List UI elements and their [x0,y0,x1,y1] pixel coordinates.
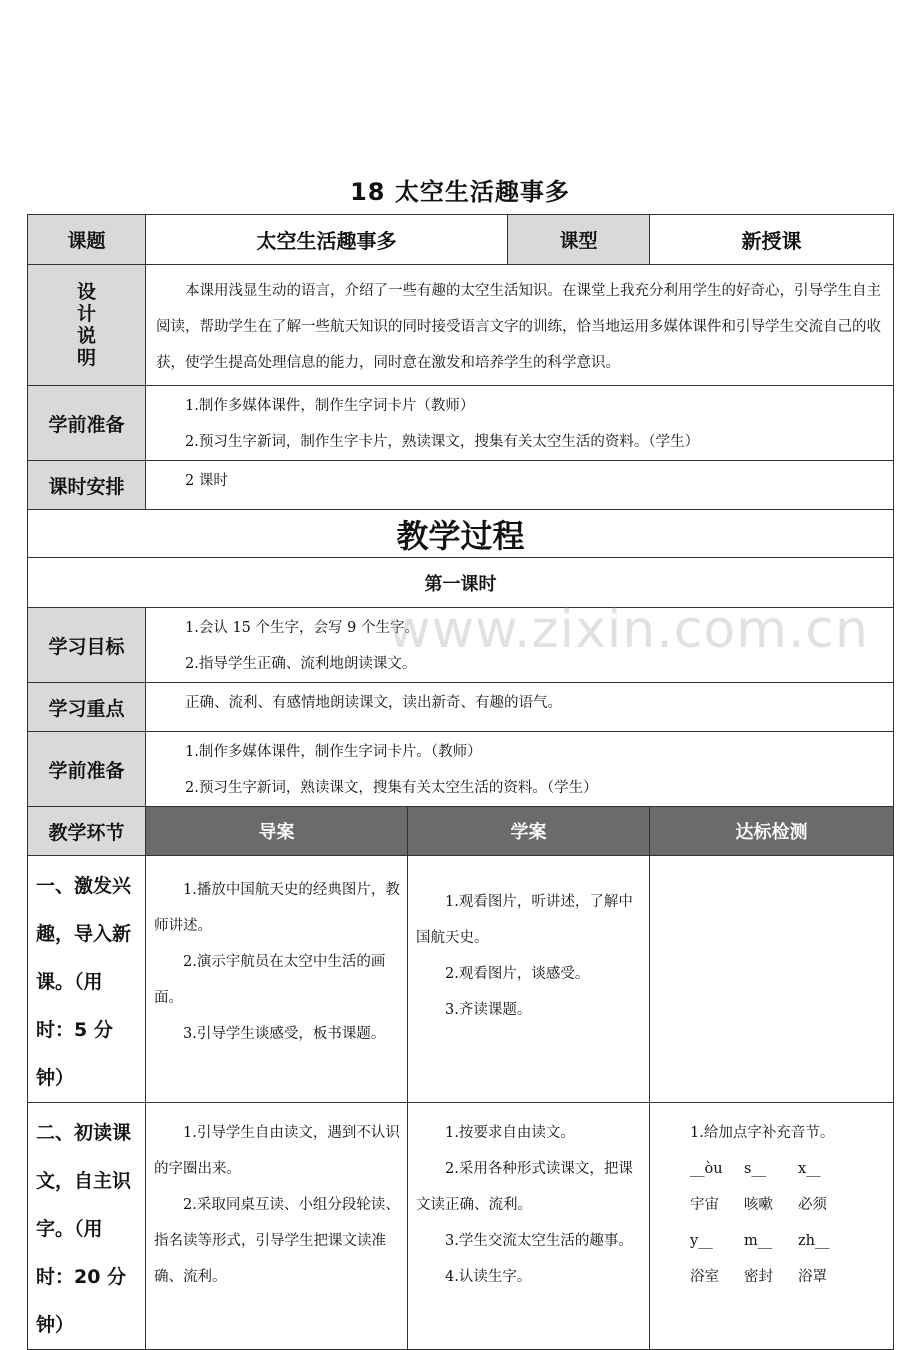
goals-row [28,608,894,683]
goals-label: 学习目标 [28,608,146,683]
process-title: 教学过程 [28,510,894,558]
pinyin-row [690,1151,887,1187]
design-label: 设 计 说 明 [76,281,96,369]
learn-cell [408,1103,650,1350]
document-title: 18 太空生活趣事多 [350,178,570,206]
lesson-title-row [28,558,894,608]
prep-row [28,386,894,461]
guide-item: 2.采取同桌互读、小组分段轮读、指名读等形式，引导学生把课文读准确、流利。 [154,1197,400,1285]
word: 浴罩 [798,1269,827,1285]
check-cell [650,856,894,1103]
prep-list [146,386,894,461]
goal-item: 1.会认 15 个生字，会写 9 个生字。 [185,620,419,636]
lesson-prep-label: 学前准备 [28,732,146,807]
lesson-plan-table [27,214,894,1350]
pinyin-blank: m__ [744,1233,773,1249]
learn-item: 1.按要求自由读文。 [445,1125,575,1141]
guide-column-header: 导案 [146,807,408,856]
lesson-prep-item: 2.预习生字新词，熟读课文，搜集有关太空生活的资料。（学生） [185,780,598,796]
word-row [690,1259,887,1295]
design-text: 本课用浅显生动的语言，介绍了一些有趣的太空生活知识。在课堂上我充分利用学生的好奇心，引导学生自主阅读，帮助学生在了解一些航天知识的同时接受语言文字的训练，恰当地运用多媒体课件和引导学生交流自己的收获，使学生提高处理信息的能力，同时意在激发和培养学生的科学意识。 [146,265,894,386]
prep-label: 学前准备 [28,386,146,461]
learn-item: 1.观看图片，听讲述，了解中国航天史。 [416,894,633,946]
learn-item: 4.认读生字。 [445,1269,532,1285]
design-label-cell [28,265,146,386]
check-column-header: 达标检测 [650,807,894,856]
focus-text: 正确、流利、有感情地朗读课文，读出新奇、有趣的语气。 [146,683,894,732]
design-row [28,265,894,386]
focus-row [28,683,894,732]
prep-item: 2.预习生字新词，制作生字卡片，熟读课文，搜集有关太空生活的资料。（学生） [185,434,700,450]
lesson-prep-row [28,732,894,807]
schedule-row [28,461,894,510]
goal-item: 2.指导学生正确、流利地朗读课文。 [185,656,417,672]
columns-header-row [28,807,894,856]
word: 必须 [798,1197,827,1213]
stage-column-header: 教学环节 [28,807,146,856]
stage-row-1 [28,856,894,1103]
topic-value: 太空生活趣事多 [146,215,508,265]
pinyin-blank: x__ [798,1161,821,1177]
type-label: 课型 [508,215,650,265]
prep-item: 1.制作多媒体课件，制作生字词卡片（教师） [185,398,475,414]
learn-column-header: 学案 [408,807,650,856]
schedule-value: 2 课时 [146,461,894,510]
header-row [28,215,894,265]
lesson-prep-item: 1.制作多媒体课件，制作生字词卡片。（教师） [185,744,482,760]
learn-cell [408,856,650,1103]
word: 宇宙 [690,1197,719,1213]
word-row [690,1187,887,1223]
word: 密封 [744,1269,773,1285]
pinyin-blank: zh__ [798,1233,830,1249]
guide-item: 1.播放中国航天史的经典图片，教师讲述。 [154,882,400,934]
word: 浴室 [690,1269,719,1285]
guide-item: 3.引导学生谈感受，板书课题。 [183,1026,386,1042]
schedule-label: 课时安排 [28,461,146,510]
focus-label: 学习重点 [28,683,146,732]
stage-name: 一、激发兴趣，导入新课。（用时：5 分钟） [28,856,146,1103]
guide-cell [146,856,408,1103]
pinyin-blank: y__ [690,1233,713,1249]
lesson-prep-list [146,732,894,807]
learn-item: 3.齐读课题。 [445,1002,532,1018]
check-title: 1.给加点字补充音节。 [690,1125,835,1141]
stage-row-2 [28,1103,894,1350]
guide-item: 2.演示宇航员在太空中生活的画面。 [154,954,386,1006]
guide-cell [146,1103,408,1350]
watermark: www.zixin.com.cn [388,600,869,660]
topic-label: 课题 [28,215,146,265]
check-cell [650,1103,894,1350]
pinyin-blank: s__ [744,1161,766,1177]
learn-item: 2.观看图片，谈感受。 [445,966,590,982]
learn-item: 3.学生交流太空生活的趣事。 [445,1233,633,1249]
pinyin-blank: __òu [690,1161,723,1177]
process-title-row [28,510,894,558]
goals-list [146,608,894,683]
word: 咳嗽 [744,1197,773,1213]
lesson-title: 第一课时 [28,558,894,608]
stage-name: 二、初读课文，自主识字。（用时：20 分钟） [28,1103,146,1350]
type-value: 新授课 [650,215,894,265]
guide-item: 1.引导学生自由读文，遇到不认识的字圈出来。 [154,1125,400,1177]
learn-item: 2.采用各种形式读课文，把课文读正确、流利。 [416,1161,633,1213]
pinyin-row [690,1223,887,1259]
